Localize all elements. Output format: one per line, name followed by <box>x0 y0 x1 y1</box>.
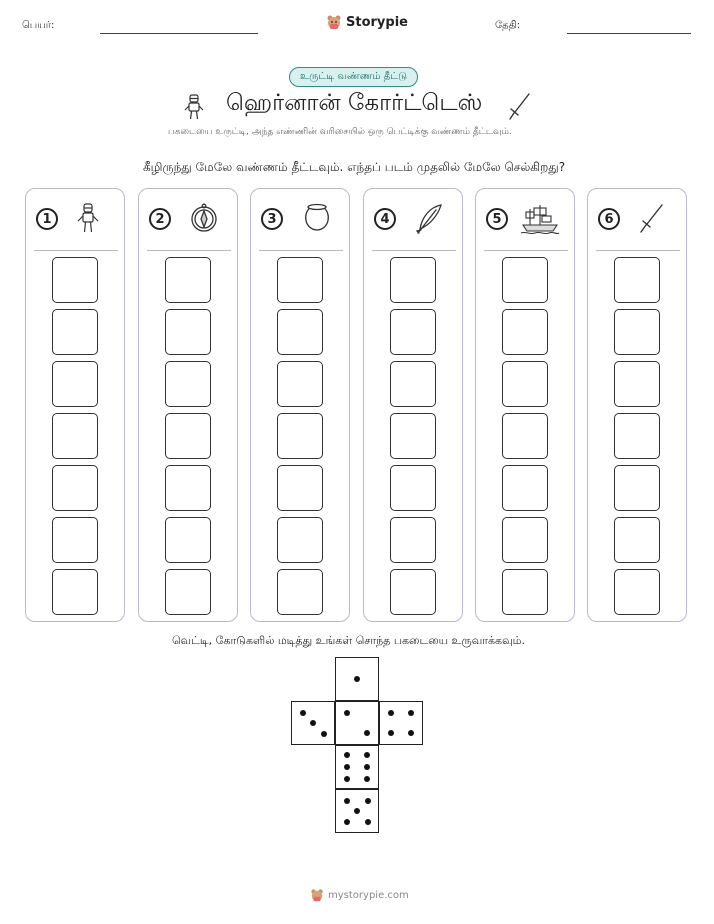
knight-icon <box>76 203 100 237</box>
color-box[interactable] <box>614 517 660 563</box>
date-line[interactable] <box>567 33 691 34</box>
column-number: 1 <box>36 208 58 230</box>
color-box[interactable] <box>390 361 436 407</box>
color-box[interactable] <box>165 517 211 563</box>
color-box[interactable] <box>390 309 436 355</box>
dice-face-6 <box>335 745 379 789</box>
dice-face-3 <box>291 701 335 745</box>
dice-face-4 <box>379 701 423 745</box>
color-box[interactable] <box>277 517 323 563</box>
dice-pip <box>408 730 414 736</box>
dice-pip <box>364 776 370 782</box>
color-box[interactable] <box>502 309 548 355</box>
color-box[interactable] <box>390 257 436 303</box>
dice-pip <box>300 710 306 716</box>
footer-url: mystorypie.com <box>328 889 409 901</box>
dice-column-4 <box>363 188 463 622</box>
column-divider <box>484 250 568 251</box>
pot-icon <box>301 203 333 237</box>
color-box[interactable] <box>390 413 436 459</box>
dice-pip <box>344 819 350 825</box>
color-box[interactable] <box>52 465 98 511</box>
brand-name: Storypie <box>346 14 408 30</box>
color-box[interactable] <box>390 569 436 615</box>
dice-pip <box>388 730 394 736</box>
dice-pip <box>354 808 360 814</box>
bear-mascot-icon <box>326 14 342 30</box>
dice-pip <box>364 752 370 758</box>
column-divider <box>259 250 343 251</box>
page-title: ஹெர்னான் கோர்ட்டெஸ் <box>226 90 483 116</box>
dice-column-1 <box>25 188 125 622</box>
dice-column-5 <box>475 188 575 622</box>
color-box[interactable] <box>614 465 660 511</box>
dice-pip <box>365 819 371 825</box>
color-box[interactable] <box>502 413 548 459</box>
color-box[interactable] <box>277 309 323 355</box>
name-line[interactable] <box>100 33 258 34</box>
column-divider <box>147 250 231 251</box>
name-label: பெயர்: <box>22 20 55 31</box>
column-number: 5 <box>486 208 508 230</box>
dice-pip <box>344 776 350 782</box>
color-box[interactable] <box>277 257 323 303</box>
dice-pip <box>364 764 370 770</box>
color-box[interactable] <box>390 465 436 511</box>
dice-face-5 <box>335 789 379 833</box>
dice-pip <box>344 710 350 716</box>
sword-icon <box>638 203 666 239</box>
dice-pip <box>344 752 350 758</box>
color-box[interactable] <box>165 361 211 407</box>
dice-pip <box>408 710 414 716</box>
color-box[interactable] <box>502 517 548 563</box>
color-box[interactable] <box>502 257 548 303</box>
dice-pip <box>388 710 394 716</box>
column-divider <box>372 250 456 251</box>
color-box[interactable] <box>502 569 548 615</box>
column-number: 4 <box>374 208 396 230</box>
dice-column-6 <box>587 188 687 622</box>
color-box[interactable] <box>614 361 660 407</box>
cut-instruction: வெட்டி, கோடுகளில் மடித்து உங்கள் சொந்த பகடையை உருவாக்கவும். <box>172 634 525 647</box>
color-box[interactable] <box>614 257 660 303</box>
color-box[interactable] <box>277 569 323 615</box>
color-box[interactable] <box>52 309 98 355</box>
activity-tag: உருட்டி வண்ணம் தீட்டு <box>289 67 418 87</box>
color-box[interactable] <box>502 465 548 511</box>
color-box[interactable] <box>165 309 211 355</box>
color-box[interactable] <box>52 257 98 303</box>
dice-column-2 <box>138 188 238 622</box>
color-box[interactable] <box>614 309 660 355</box>
footer <box>310 888 409 902</box>
color-box[interactable] <box>165 257 211 303</box>
dice-pip <box>344 798 350 804</box>
compass-icon <box>189 203 219 237</box>
color-box[interactable] <box>277 413 323 459</box>
sword-title-icon <box>507 92 533 122</box>
dice-pip <box>310 720 316 726</box>
color-box[interactable] <box>614 413 660 459</box>
ship-icon <box>520 203 560 239</box>
dice-pip <box>365 798 371 804</box>
color-box[interactable] <box>52 361 98 407</box>
color-box[interactable] <box>52 413 98 459</box>
dice-pip <box>344 764 350 770</box>
color-box[interactable] <box>165 465 211 511</box>
color-box[interactable] <box>165 569 211 615</box>
dice-face-2 <box>335 701 379 745</box>
column-divider <box>34 250 118 251</box>
column-number: 3 <box>261 208 283 230</box>
color-box[interactable] <box>277 465 323 511</box>
color-box[interactable] <box>165 413 211 459</box>
feather-quill-icon <box>414 203 444 239</box>
color-box[interactable] <box>277 361 323 407</box>
column-number: 2 <box>149 208 171 230</box>
brand-logo <box>326 14 408 30</box>
dice-face-1 <box>335 657 379 701</box>
bear-mascot-footer-icon <box>310 888 324 902</box>
column-number: 6 <box>598 208 620 230</box>
color-box[interactable] <box>502 361 548 407</box>
dice-pip <box>354 676 360 682</box>
subtitle: பகடையை உருட்டி, அந்த எண்ணின் வரிசையில் ஒரு பெட்டிக்கு வண்ணம் தீட்டவும். <box>168 127 512 137</box>
dice-column-3 <box>250 188 350 622</box>
color-box[interactable] <box>52 569 98 615</box>
date-label: தேதி: <box>495 20 521 31</box>
color-box[interactable] <box>52 517 98 563</box>
color-box[interactable] <box>614 569 660 615</box>
question: கீழிருந்து மேலே வண்ணம் தீட்டவும். எந்தப் படம் முதலில் மேலே செல்கிறது? <box>143 160 566 174</box>
dice-pip <box>364 730 370 736</box>
column-divider <box>596 250 680 251</box>
color-box[interactable] <box>390 517 436 563</box>
knight-icon <box>183 94 205 120</box>
dice-pip <box>321 731 327 737</box>
